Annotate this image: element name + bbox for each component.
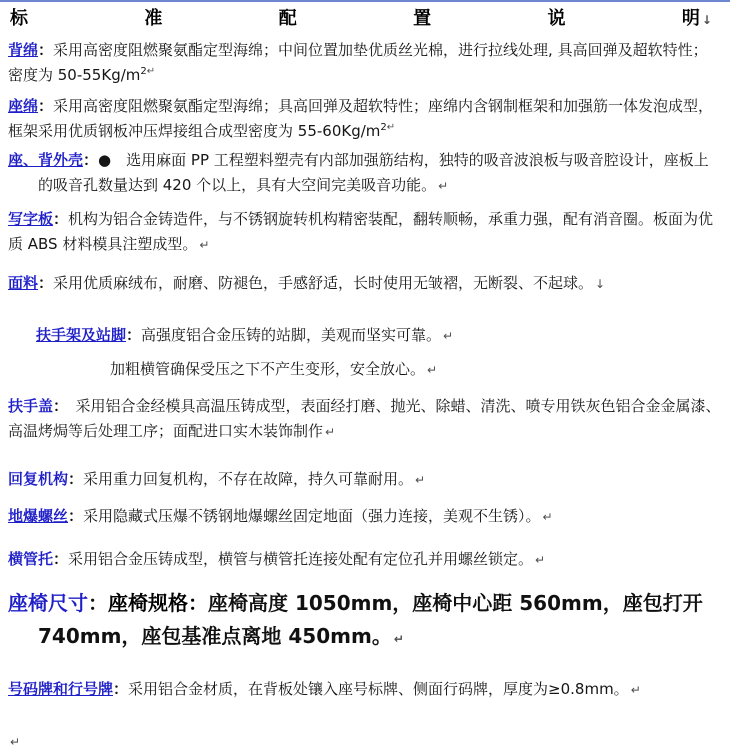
empty-paragraph <box>8 729 722 755</box>
label-colon: ： <box>68 507 84 525</box>
return-mark: ↵ <box>10 735 21 749</box>
return-mark: ↵ <box>535 553 546 567</box>
section-text: 采用重力回复机构，不存在故障，持久可靠耐用。 <box>83 470 414 488</box>
section-writing-board <box>8 207 722 258</box>
section-label: 地爆螺丝 <box>8 507 69 525</box>
return-mark: ↵ <box>199 238 210 252</box>
section-label: 面料 <box>8 274 39 292</box>
section-fabric <box>8 271 722 297</box>
return-mark: ↵ <box>630 683 641 697</box>
section-text: 采用铝合金压铸成型，横管与横管托连接处配有定位孔并用螺丝锁定。 <box>68 550 534 568</box>
section-text: 选用麻面 PP 工程塑料塑壳有内部加强筋结构，独特的吸音波浪板与吸音腔设计，座板上的吸音孔数量达到 420 个以上，具有大空间完美吸音功能。 <box>38 151 709 194</box>
label-colon: ： <box>126 326 142 344</box>
section-number-plates <box>8 677 722 703</box>
section-return-mechanism <box>8 467 722 493</box>
section-label: 横管托 <box>8 550 54 568</box>
section-label: 背绵 <box>8 41 39 59</box>
title-char-last: 明 ↓ <box>681 8 712 29</box>
section-text: 采用铝合金经模具高温压铸成型，表面经打磨、抛光、除蜡、清洗、喷专用铁灰色铝合金金属漆、高温烤焗等后处理工序；面配进口实木装饰制作 <box>8 397 721 440</box>
section-armrest-cover <box>8 394 722 445</box>
section-text: 采用优质麻绒布，耐磨、防褪色，手感舒适，长时使用无皱褶，无断裂、不起球。 <box>53 274 594 292</box>
section-back-foam <box>8 38 722 88</box>
section-text: 采用高密度阻燃聚氨酯定型海绵；中间位置加垫优质丝光棉，进行拉线处理, 具高回弹及超软特性；密度为 50-55Kg/m <box>8 41 708 84</box>
linebreak-mark: ↓ <box>595 277 606 291</box>
section-label: 座椅尺寸 <box>8 591 88 615</box>
superscript: 2 <box>140 66 147 77</box>
label-colon: ： <box>113 680 129 698</box>
section-text: 加粗横管确保受压之下不产生变形，安全放心。 <box>110 360 426 378</box>
label-colon: ： <box>68 470 84 488</box>
document-body <box>0 2 730 755</box>
section-anchor-bolt <box>8 504 722 530</box>
section-seat-dimensions <box>8 587 722 656</box>
section-label: 写字板 <box>8 210 54 228</box>
return-mark: ↵ <box>443 329 454 343</box>
return-mark: ↵ <box>146 66 156 77</box>
return-mark: ↵ <box>427 363 438 377</box>
section-label: 扶手盖 <box>8 397 54 415</box>
section-label: 座、背外壳 <box>8 151 84 169</box>
label-colon: ： <box>53 397 61 415</box>
linebreak-mark: ↓ <box>701 13 712 27</box>
return-mark: ↵ <box>438 179 449 193</box>
label-colon: ： <box>83 151 99 169</box>
section-tube-holder <box>8 547 722 573</box>
title-char: 说 <box>547 8 566 29</box>
section-seat-back-shell <box>8 148 722 199</box>
return-mark: ↵ <box>542 510 553 524</box>
section-seat-foam <box>8 94 722 144</box>
title-char: 置 <box>413 8 432 29</box>
title-char: 标 <box>10 8 28 29</box>
return-mark: ↵ <box>386 122 396 133</box>
return-mark: ↵ <box>325 425 336 439</box>
title-char: 配 <box>278 8 297 29</box>
return-mark: ↵ <box>393 632 404 646</box>
section-text: 采用高密度阻燃聚氨酯定型海绵；具高回弹及超软特性；座绵内含钢制框架和加强筋一体发泡成型，框架采用优质钢板冲压焊接组合成型密度为 55-60Kg/m <box>8 97 714 140</box>
superscript: 2 <box>380 122 387 133</box>
section-label: 号码牌和行号牌 <box>8 680 114 698</box>
label-colon: ： <box>38 274 54 292</box>
section-armrest-frame-line2 <box>110 357 722 383</box>
title-char: 准 <box>144 8 163 29</box>
section-text: 高强度铝合金压铸的站脚，美观而坚实可靠。 <box>141 326 442 344</box>
bullet-icon: ● <box>98 151 112 169</box>
label-colon: ： <box>38 41 54 59</box>
section-label: 回复机构 <box>8 470 69 488</box>
label-colon: ： <box>53 210 69 228</box>
section-text: 座椅高度 1050mm，座椅中心距 560mm，座包打开 740mm，座包基准点离地 450mm。 <box>38 591 703 648</box>
return-mark: ↵ <box>415 473 426 487</box>
section-label: 扶手架及站脚 <box>36 326 127 344</box>
section-text: 采用铝合金材质，在背板处镶入座号标牌、侧面行码牌，厚度为≥0.8mm。 <box>128 680 629 698</box>
label-colon: ： <box>53 550 69 568</box>
section-sublabel: 座椅规格： <box>108 591 208 615</box>
section-armrest-frame <box>36 323 722 349</box>
section-text: 机构为铝合金铸造件，与不锈钢旋转机构精密装配，翻转顺畅，承重力强，配有消音圈。板面为优质 ABS 材料模具注塑成型。 <box>8 210 714 253</box>
label-colon: ： <box>88 591 108 615</box>
section-label: 座绵 <box>8 97 39 115</box>
page-title <box>8 4 722 32</box>
section-text: 采用隐藏式压爆不锈钢地爆螺丝固定地面（强力连接，美观不生锈）。 <box>83 507 541 525</box>
label-colon: ： <box>38 97 54 115</box>
